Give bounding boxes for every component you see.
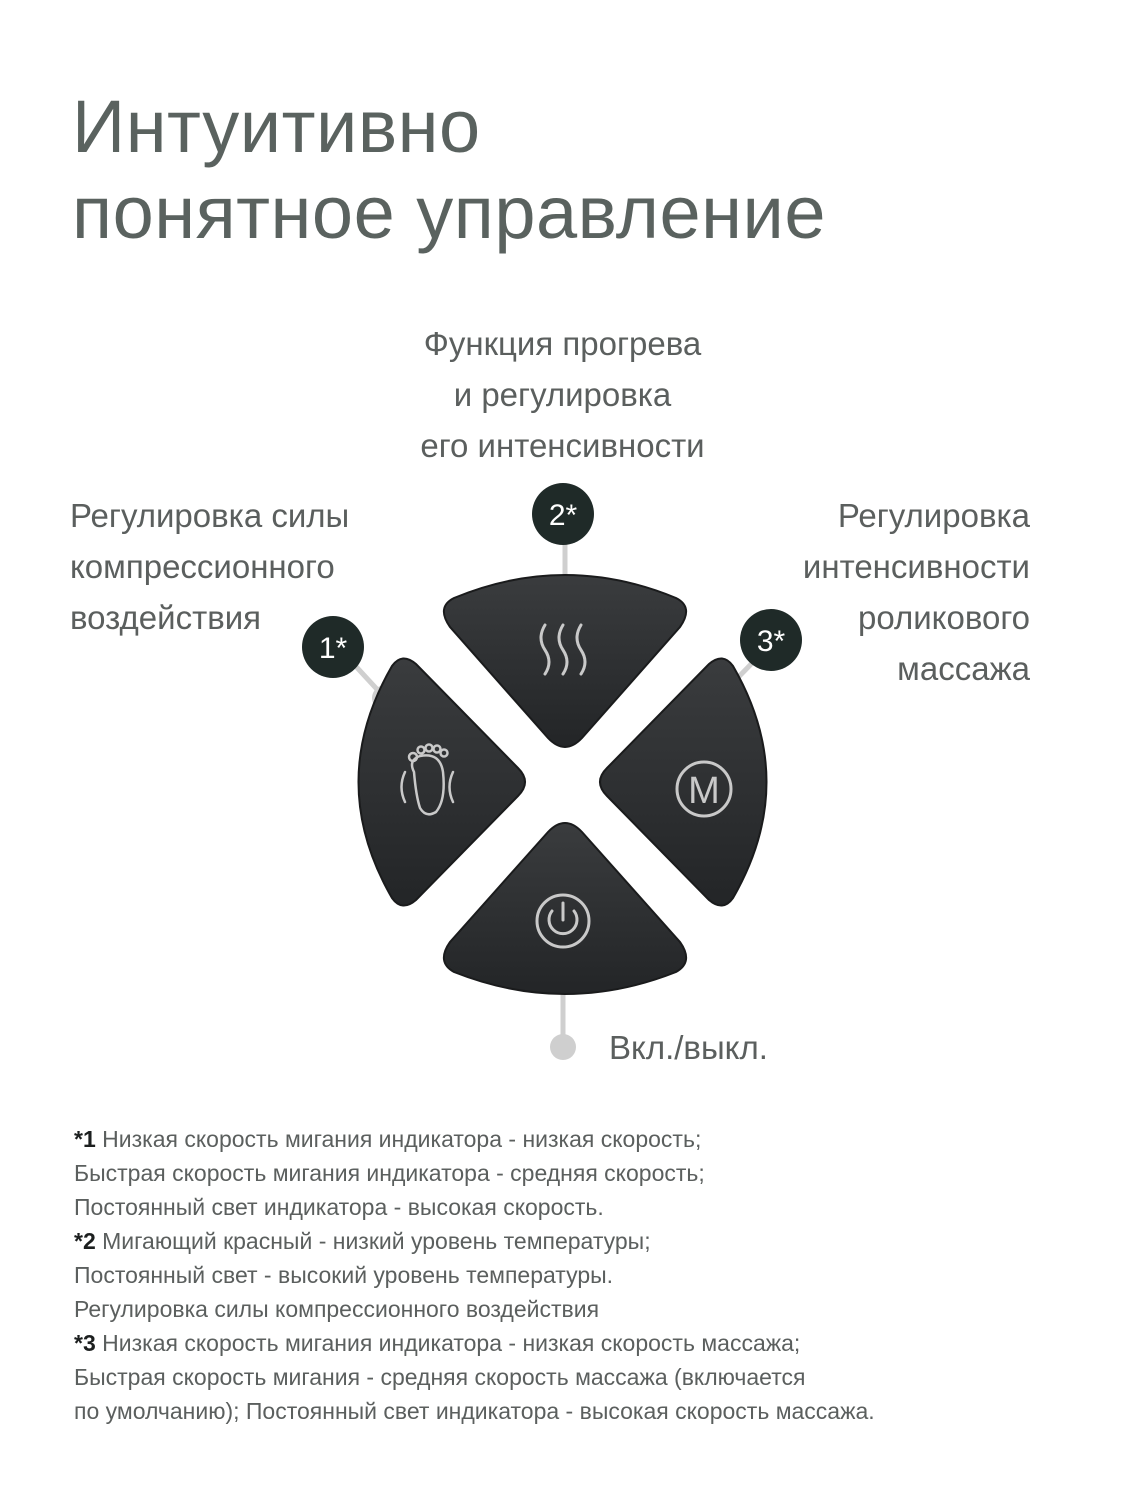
power-label: Вкл./выкл. (609, 1029, 768, 1066)
footnotes (74, 1122, 1074, 1428)
massage-mode-button[interactable] (600, 658, 767, 905)
massage-label-line-3: роликового (857, 599, 1030, 636)
heat-label-line-1: Функция прогрева (423, 325, 702, 362)
compression-button[interactable] (359, 658, 526, 905)
footnote-line: Быстрая скорость мигания индикатора - средняя скорость; (74, 1160, 705, 1186)
footnote-line: Постоянный свет индикатора - высокая скорость. (74, 1194, 604, 1220)
massage-label-line-4: массажа (897, 650, 1030, 687)
badge-compression-text: 1* (318, 632, 348, 665)
heat-button[interactable] (444, 575, 686, 747)
footnote-line: *3 Низкая скорость мигания индикатора - низкая скорость массажа; (74, 1330, 801, 1356)
badge-heat-text: 2* (548, 499, 578, 532)
footnote-line: Регулировка силы компрессионного воздействия (74, 1296, 600, 1322)
badge-massage (740, 609, 802, 671)
footnote-line: Быстрая скорость мигания - средняя скорость массажа (включается (74, 1364, 806, 1390)
title-line-1: Интуитивно (72, 85, 481, 168)
heat-label-line-2: и регулировка (453, 376, 672, 413)
badge-heat (532, 483, 594, 545)
massage-label-line-1: Регулировка (837, 497, 1030, 534)
massage-label-line-2: интенсивности (802, 548, 1030, 585)
footnote-line: по умолчанию); Постоянный свет индикатора - высокая скорость массажа. (74, 1398, 875, 1424)
footnote-line: *1 Низкая скорость мигания индикатора - низкая скорость; (74, 1126, 702, 1152)
footnote-line: Постоянный свет - высокий уровень температуры. (74, 1262, 614, 1288)
compression-label-line-1: Регулировка силы (70, 497, 350, 534)
heat-label-line-3: его интенсивности (420, 427, 705, 464)
power-button[interactable] (444, 823, 686, 994)
mode-m-letter: M (688, 770, 720, 812)
badge-compression (302, 616, 364, 678)
compression-label-line-3: воздействия (70, 599, 262, 636)
compression-label-line-2: компрессионного (70, 548, 335, 585)
title-line-2: понятное управление (72, 171, 826, 254)
footnote-line: *2 Мигающий красный - низкий уровень температуры; (74, 1228, 651, 1254)
badge-massage-text: 3* (756, 625, 786, 658)
